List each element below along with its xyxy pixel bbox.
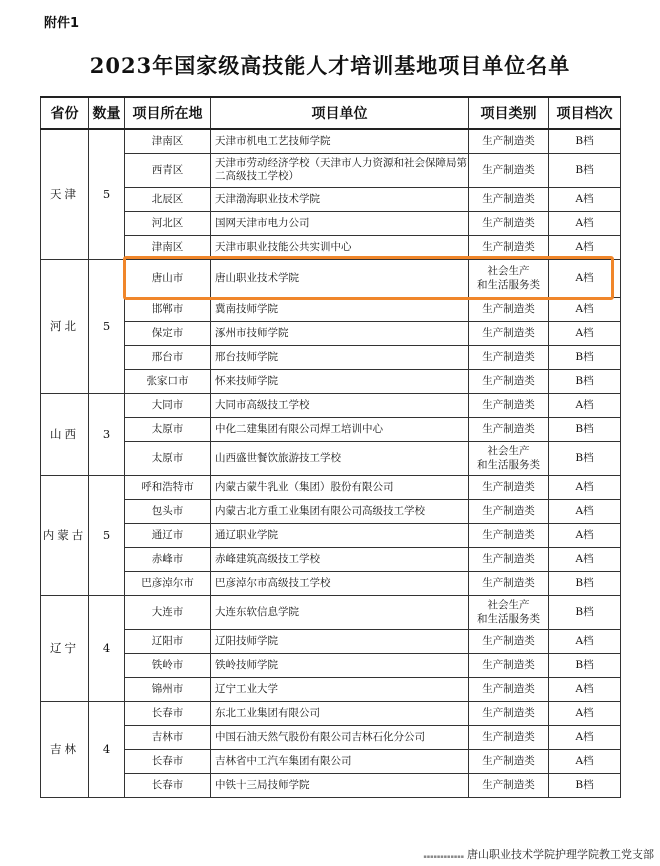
table-row — [41, 441, 621, 475]
category-cell: 生产制造类 — [469, 369, 549, 393]
category-cell — [469, 595, 549, 629]
unit-cell: 唐山职业技术学院 — [211, 259, 469, 297]
table-row — [41, 677, 621, 701]
category-cell: 生产制造类 — [469, 653, 549, 677]
unit-cell: 铁岭技师学院 — [211, 653, 469, 677]
unit-cell: 天津市机电工艺技师学院 — [211, 129, 469, 153]
level-cell: A档 — [549, 677, 621, 701]
category-cell: 生产制造类 — [469, 701, 549, 725]
category-line: 社会生产 — [487, 265, 530, 277]
unit-cell: 东北工业集团有限公司 — [211, 701, 469, 725]
table-row — [41, 653, 621, 677]
table-row — [41, 701, 621, 725]
location-cell: 辽阳市 — [125, 629, 211, 653]
table-body — [41, 129, 621, 797]
category-cell: 生产制造类 — [469, 187, 549, 211]
level-cell: A档 — [549, 547, 621, 571]
level-cell: B档 — [549, 441, 621, 475]
category-line: 和生活服务类 — [477, 279, 540, 291]
unit-cell: 通辽职业学院 — [211, 523, 469, 547]
table-row — [41, 773, 621, 797]
level-cell: A档 — [549, 259, 621, 297]
header-location: 项目所在地 — [125, 97, 211, 129]
category-cell: 生产制造类 — [469, 153, 549, 187]
header-unit: 项目单位 — [211, 97, 469, 129]
count-cell: 5 — [89, 475, 125, 595]
location-cell: 呼和浩特市 — [125, 475, 211, 499]
province-cell: 辽宁 — [41, 595, 89, 701]
level-cell: A档 — [549, 393, 621, 417]
category-cell: 生产制造类 — [469, 677, 549, 701]
level-cell: A档 — [549, 701, 621, 725]
level-cell: A档 — [549, 725, 621, 749]
table-row — [41, 571, 621, 595]
category-cell: 生产制造类 — [469, 571, 549, 595]
level-cell: B档 — [549, 369, 621, 393]
location-cell: 吉林市 — [125, 725, 211, 749]
category-cell: 生产制造类 — [469, 773, 549, 797]
location-cell: 河北区 — [125, 211, 211, 235]
level-cell: B档 — [549, 595, 621, 629]
category-cell: 生产制造类 — [469, 129, 549, 153]
count-cell: 3 — [89, 393, 125, 475]
level-cell: A档 — [549, 297, 621, 321]
location-cell: 赤峰市 — [125, 547, 211, 571]
unit-cell: 辽阳技师学院 — [211, 629, 469, 653]
category-cell: 生产制造类 — [469, 393, 549, 417]
unit-cell: 天津渤海职业技术学院 — [211, 187, 469, 211]
location-cell: 长春市 — [125, 773, 211, 797]
province-cell: 河北 — [41, 259, 89, 393]
highlight-box — [123, 256, 614, 300]
unit-cell: 山西盛世餐饮旅游技工学校 — [211, 441, 469, 475]
footer-watermark-text: 唐山职业技术学院护理学院教工党支部 — [467, 848, 654, 861]
unit-cell: 中化二建集团有限公司焊工培训中心 — [211, 417, 469, 441]
level-cell: A档 — [549, 523, 621, 547]
table-row — [41, 499, 621, 523]
level-cell: B档 — [549, 417, 621, 441]
level-cell: B档 — [549, 153, 621, 187]
unit-cell: 怀来技师学院 — [211, 369, 469, 393]
unit-cell: 大连东软信息学院 — [211, 595, 469, 629]
header-category: 项目类别 — [469, 97, 549, 129]
count-cell: 5 — [89, 259, 125, 393]
level-cell: B档 — [549, 773, 621, 797]
province-cell: 吉林 — [41, 701, 89, 797]
table-row — [41, 345, 621, 369]
unit-cell: 国网天津市电力公司 — [211, 211, 469, 235]
level-cell: B档 — [549, 653, 621, 677]
location-cell: 长春市 — [125, 701, 211, 725]
unit-cell: 巴彦淖尔市高级技工学校 — [211, 571, 469, 595]
unit-cell: 辽宁工业大学 — [211, 677, 469, 701]
unit-cell: 涿州市技师学院 — [211, 321, 469, 345]
category-line: 社会生产 — [487, 599, 530, 611]
category-cell: 生产制造类 — [469, 417, 549, 441]
count-cell: 4 — [89, 595, 125, 701]
unit-cell: 天津市职业技能公共实训中心 — [211, 235, 469, 259]
unit-cell: 大同市高级技工学校 — [211, 393, 469, 417]
location-cell: 唐山市 — [125, 259, 211, 297]
table-row — [41, 417, 621, 441]
footer-watermark — [423, 846, 654, 862]
location-cell: 通辽市 — [125, 523, 211, 547]
table-row — [41, 297, 621, 321]
unit-cell: 中铁十三局技师学院 — [211, 773, 469, 797]
unit-cell: 中国石油天然气股份有限公司吉林石化分公司 — [211, 725, 469, 749]
category-cell: 生产制造类 — [469, 297, 549, 321]
location-cell: 邯郸市 — [125, 297, 211, 321]
location-cell: 津南区 — [125, 235, 211, 259]
table-row — [41, 595, 621, 629]
header-province: 省份 — [41, 97, 89, 129]
level-cell: A档 — [549, 475, 621, 499]
level-cell: B档 — [549, 129, 621, 153]
level-cell: A档 — [549, 499, 621, 523]
attachment-label: 附件1 — [44, 16, 80, 31]
location-cell: 大连市 — [125, 595, 211, 629]
category-cell — [469, 441, 549, 475]
location-cell: 保定市 — [125, 321, 211, 345]
location-cell: 张家口市 — [125, 369, 211, 393]
category-line: 和生活服务类 — [477, 613, 540, 625]
category-cell: 生产制造类 — [469, 499, 549, 523]
table-row — [41, 211, 621, 235]
table-row — [41, 129, 621, 153]
table-row — [41, 523, 621, 547]
category-cell: 生产制造类 — [469, 345, 549, 369]
location-cell: 西青区 — [125, 153, 211, 187]
header-count: 数量 — [89, 97, 125, 129]
table-header-row — [41, 97, 621, 129]
level-cell: A档 — [549, 235, 621, 259]
table-row — [41, 321, 621, 345]
location-cell: 大同市 — [125, 393, 211, 417]
province-cell: 山西 — [41, 393, 89, 475]
location-cell: 巴彦淖尔市 — [125, 571, 211, 595]
count-cell: 4 — [89, 701, 125, 797]
unit-cell: 赤峰建筑高级技工学校 — [211, 547, 469, 571]
unit-cell: 吉林省中工汽车集团有限公司 — [211, 749, 469, 773]
table-row — [41, 749, 621, 773]
table-row — [41, 547, 621, 571]
category-cell: 生产制造类 — [469, 749, 549, 773]
category-cell: 生产制造类 — [469, 475, 549, 499]
level-cell: B档 — [549, 571, 621, 595]
table-row — [41, 187, 621, 211]
table-row — [41, 393, 621, 417]
level-cell: A档 — [549, 629, 621, 653]
unit-cell: 内蒙古蒙牛乳业（集团）股份有限公司 — [211, 475, 469, 499]
category-cell: 生产制造类 — [469, 211, 549, 235]
location-cell: 包头市 — [125, 499, 211, 523]
table-row — [41, 629, 621, 653]
category-cell: 生产制造类 — [469, 547, 549, 571]
province-cell: 内蒙古 — [41, 475, 89, 595]
category-line: 和生活服务类 — [477, 459, 540, 471]
category-cell: 生产制造类 — [469, 629, 549, 653]
table-row — [41, 369, 621, 393]
location-cell: 北辰区 — [125, 187, 211, 211]
location-cell: 锦州市 — [125, 677, 211, 701]
level-cell: A档 — [549, 749, 621, 773]
level-cell: A档 — [549, 211, 621, 235]
location-cell: 太原市 — [125, 441, 211, 475]
location-cell: 邢台市 — [125, 345, 211, 369]
category-cell: 生产制造类 — [469, 235, 549, 259]
unit-list-table — [40, 96, 621, 798]
unit-cell: 冀南技师学院 — [211, 297, 469, 321]
location-cell: 长春市 — [125, 749, 211, 773]
category-line: 社会生产 — [487, 445, 530, 457]
location-cell: 铁岭市 — [125, 653, 211, 677]
category-cell: 生产制造类 — [469, 523, 549, 547]
footer-small-mark: ▪▪▪▪▪▪▪▪▪▪▪▪ — [423, 854, 464, 860]
document-title: 2023年国家级高技能人才培训基地项目单位名单 — [89, 53, 571, 78]
table-row — [41, 475, 621, 499]
unit-cell: 邢台技师学院 — [211, 345, 469, 369]
level-cell: A档 — [549, 187, 621, 211]
location-cell: 津南区 — [125, 129, 211, 153]
header-level: 项目档次 — [549, 97, 621, 129]
unit-cell: 天津市劳动经济学校（天津市人力资源和社会保障局第二高级技工学校） — [211, 153, 469, 187]
unit-cell: 内蒙古北方重工业集团有限公司高级技工学校 — [211, 499, 469, 523]
level-cell: B档 — [549, 345, 621, 369]
level-cell: A档 — [549, 321, 621, 345]
category-cell: 生产制造类 — [469, 725, 549, 749]
table-row — [41, 153, 621, 187]
count-cell: 5 — [89, 129, 125, 259]
province-cell: 天津 — [41, 129, 89, 259]
category-cell: 生产制造类 — [469, 321, 549, 345]
location-cell: 太原市 — [125, 417, 211, 441]
table-row — [41, 725, 621, 749]
